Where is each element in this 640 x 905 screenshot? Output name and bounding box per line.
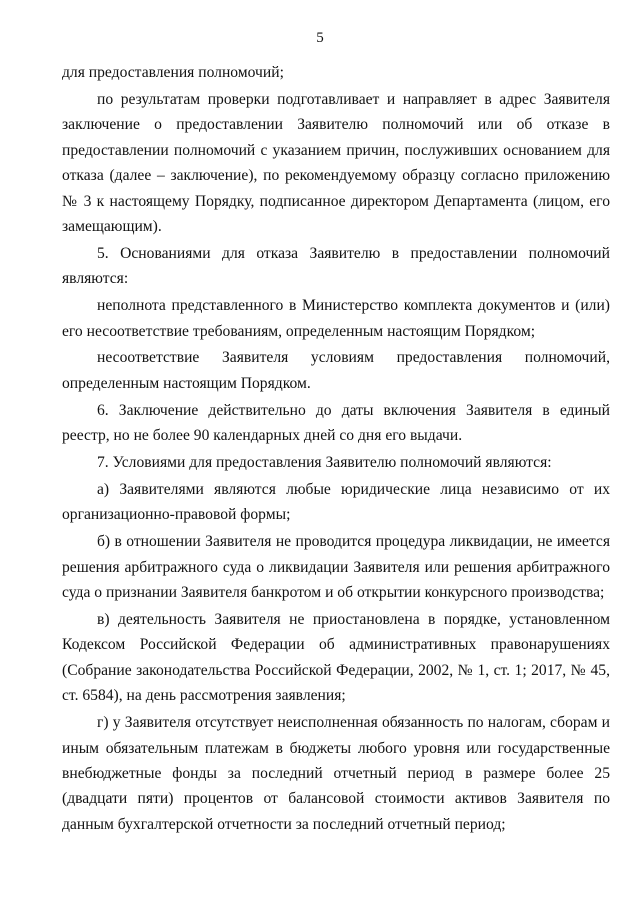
paragraph-condition-a: а) Заявителями являются любые юридические лица независимо от их организационно-правовой формы;	[62, 481, 610, 524]
paragraph-condition-b: б) в отношении Заявителя не проводится процедура ликвидации, не имеется решения арбитражного суда о ликвидации Заявителя или решения арбитражного суда о признании Заявителя банкротом и об открытии конкурсного производства;	[62, 533, 610, 602]
document-body	[62, 60, 610, 839]
paragraph-refusal-reason-2: несоответствие Заявителя условиям предоставления полномочий, определенным настоящим Порядком.	[62, 349, 610, 392]
paragraph-condition-v: в) деятельность Заявителя не приостановлена в порядке, установленном Кодексом Российской Федерации об административных правонарушениях (Собрание законодательства Российской Федерации, 2002, № 1, ст. 1; 2017, № 45, ст. 6584), на день рассмотрения заявления;	[62, 611, 610, 705]
paragraph-refusal-reason-1: неполнота представленного в Министерство комплекта документов и (или) его несоответствие требованиям, определенным настоящим Порядком;	[62, 297, 610, 340]
paragraph-section-7: 7. Условиями для предоставления Заявителю полномочий являются:	[97, 454, 552, 472]
paragraph-review-result: по результатам проверки подготавливает и направляет в адрес Заявителя заключение о предоставлении Заявителю полномочий или об отказе в предоставлении полномочий с указанием причин, послуживших основанием для отказа (далее – заключение), по рекомендуемому образцу согласно приложению № 3 к настоящему Порядку, подписанное директором Департамента (лицом, его замещающим).	[62, 90, 610, 235]
paragraph-section-5: 5. Основаниями для отказа Заявителю в предоставлении полномочий являются:	[62, 244, 610, 288]
paragraph-section-6: 6. Заключение действительно до даты включения Заявителя в единый реестр, но не более 90 календарных дней со дня его выдачи.	[62, 401, 610, 445]
paragraph-condition-g: г) у Заявителя отсутствует неисполненная обязанность по налогам, сборам и иным обязательным платежам в бюджеты любого уровня или государственные внебюджетные фонды за последний отчетный период в размере более 25 (двадцати пяти) процентов от балансовой стоимости активов Заявителя по данным бухгалтерской отчетности за последний отчетный период;	[62, 714, 610, 833]
paragraph-continuation: для предоставления полномочий;	[62, 64, 284, 81]
page-number: 5	[316, 30, 324, 46]
